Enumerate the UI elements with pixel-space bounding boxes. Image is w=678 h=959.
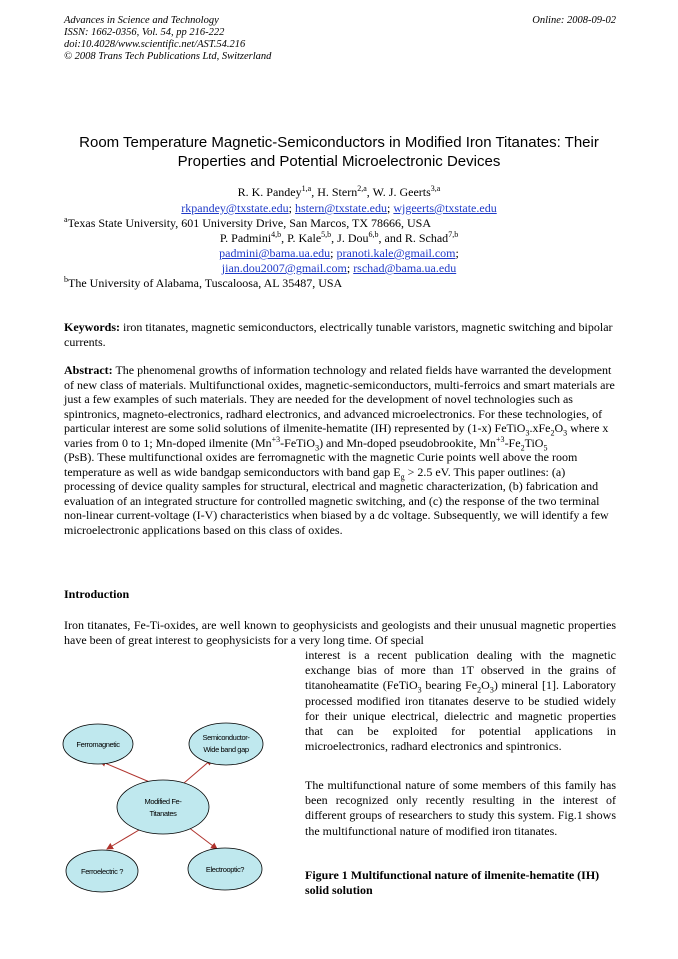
arrow-to-ferromagnetic <box>100 761 152 783</box>
separator: ; <box>455 246 459 260</box>
abstract-text: O <box>554 421 564 435</box>
abstract-text: (PsB). These multifunctional oxides are ferromagnetic with the magnetic Curie points well above the room temperature as well as wide bandgap semiconductors with band gap E <box>64 450 578 479</box>
subscript: 3 <box>563 428 568 438</box>
abstract-text: ) and Mn-doped pseudobrookite, Mn <box>319 435 497 450</box>
email-link[interactable]: pranoti.kale@gmail.com <box>336 246 456 260</box>
abstract-text: where x varies from 0 to 1; Mn-doped ilmenite (Mn <box>64 421 609 450</box>
author-sup: 3,a <box>430 184 441 193</box>
node-semiconductor <box>189 723 263 765</box>
separator: , <box>311 185 318 199</box>
affiliation-mark: a <box>64 215 68 224</box>
doi: doi:10.4028/www.scientific.net/AST.54.216 <box>64 39 246 50</box>
issn: ISSN: 1662-0356, Vol. 54, pp 216-222 <box>64 27 225 38</box>
abstract-text: TiO <box>524 435 544 450</box>
email-link[interactable]: hstern@txstate.edu <box>294 201 388 215</box>
label-electrooptic: Electrooptic? <box>205 865 245 874</box>
author-name: P. Padmini <box>219 231 272 245</box>
intro-paragraph-1: Iron titanates, Fe-Ti-oxides, are well known to geophysicists and geologists and their unusual magnetic properties have been of great interest to geophysicists for a very long time. Of special <box>64 618 616 647</box>
emails-line-2 <box>64 246 614 261</box>
figure-1-caption: Figure 1 Multifunctional nature of ilmenite-hematite (IH) solid solution <box>305 868 600 897</box>
subscript: 3 <box>525 428 530 438</box>
emails-line-3 <box>64 261 614 276</box>
intro-paragraph-2 <box>305 648 616 754</box>
abstract-label: Abstract: <box>64 363 113 377</box>
email-link[interactable]: rkpandey@txstate.edu <box>181 201 289 215</box>
superscript: +3 <box>496 434 505 444</box>
author-name: R. K. Pandey <box>237 185 302 199</box>
label-center-1: Modified Fe- <box>144 797 182 806</box>
author-sup: 6,b <box>368 230 379 239</box>
journal-header <box>64 15 616 63</box>
keywords-text: iron titanates, magnetic semiconductors, electrically tunable varistors, magnetic switching and bipolar currents. <box>64 320 613 349</box>
subscript: 3 <box>489 685 494 695</box>
affiliation-b <box>64 276 342 291</box>
separator: ; <box>330 246 337 260</box>
intro-text: O <box>481 678 490 693</box>
intro-text: interest is a recent publication dealing with the magnetic exchange bias of more than 1T observed in the grains of titanoheamatite (FeTiO <box>305 648 616 693</box>
email-link[interactable]: wjgeerts@txstate.edu <box>393 201 497 215</box>
separator: ; <box>387 201 394 215</box>
subscript: 3 <box>315 442 320 452</box>
author-name: H. Stern <box>317 185 358 199</box>
introduction-heading: Introduction <box>64 587 130 601</box>
separator: ; <box>288 201 295 215</box>
title-line-2: Properties and Potential Microelectronic Devices <box>177 153 501 170</box>
subscript: 5 <box>543 442 548 452</box>
abstract-text: The phenomenal growths of information technology and related fields have warranted the development of new class of materials. Multifunctional oxides, magnetic-semiconductors, multi-ferroics and smart materials are just a few examples of such materials. They are needed for the development of novel technologies such as spintronics, magneto-electronics, radhard electronics, and advanced microelectronics. For these technologies, of particular interest are some solid solutions of ilmenite-hematite (IH) represented by (1-x) FeTiO <box>64 363 615 435</box>
affiliation-a <box>64 216 431 231</box>
emails-line-1 <box>64 201 614 216</box>
intro-paragraph-3: The multifunctional nature of some members of this family has been recognized only recently resulting in the interest of different groups of researchers to study this system. Fig.1 shows the multifunctional nature of modified iron titanates. <box>305 778 616 838</box>
author-sup: 5,b <box>321 230 332 239</box>
keywords-paragraph <box>64 320 616 349</box>
email-link[interactable]: padmini@bama.ua.edu <box>219 246 331 260</box>
separator: , <box>331 231 338 245</box>
paper-title <box>40 133 638 171</box>
arrow-to-electrooptic <box>188 827 217 849</box>
author-sup: 4,b <box>271 230 282 239</box>
keywords-label: Keywords: <box>64 320 120 334</box>
abstract-paragraph <box>64 363 616 537</box>
author-name: R. Schad <box>404 231 449 245</box>
label-semiconductor-1: Semiconductor- <box>202 733 250 742</box>
affiliation-mark: b <box>64 275 68 284</box>
author-name: J. Dou <box>337 231 369 245</box>
node-modified-fe-titanates <box>117 780 209 834</box>
label-ferromagnetic: Ferromagnetic <box>76 740 120 749</box>
authors-line-2 <box>64 231 614 246</box>
author-sup: 2,a <box>357 184 367 193</box>
author-sup: 7,b <box>448 230 459 239</box>
affiliation-text: Texas State University, 601 University Drive, San Marcos, TX 78666, USA <box>67 216 432 230</box>
author-name: W. J. Geerts <box>372 185 431 199</box>
affiliation-text: The University of Alabama, Tuscaloosa, AL 35487, USA <box>68 276 343 290</box>
label-semiconductor-2: Wide band gap <box>203 745 249 754</box>
abstract-text: -Fe <box>504 435 521 450</box>
author-sup: 1,a <box>301 184 312 193</box>
label-center-2: Titanates <box>149 809 177 818</box>
intro-text: bearing Fe <box>421 678 478 693</box>
subscript: 2 <box>550 428 555 438</box>
subscript: 3 <box>417 685 422 695</box>
subscript: g <box>400 471 405 481</box>
authors-line-1 <box>64 185 614 200</box>
separator: ; <box>346 261 354 275</box>
figure-1-diagram <box>62 715 282 895</box>
email-link[interactable]: jian.dou2007@gmail.com <box>221 261 347 275</box>
separator: , <box>366 185 373 199</box>
separator: , and <box>378 231 405 245</box>
superscript: +3 <box>271 434 281 444</box>
separator: , <box>281 231 288 245</box>
journal-name: Advances in Science and Technology <box>64 15 219 26</box>
subscript: 2 <box>477 685 482 695</box>
email-link[interactable]: rschad@bama.ua.edu <box>353 261 457 275</box>
online-date: Online: 2008-09-02 <box>532 15 616 26</box>
label-ferroelectric: Ferroelectric ? <box>81 867 123 876</box>
intro-text: ) mineral [1]. Laboratory processed modified iron titanates deserve to be studied widely for their unique electrical, dielectric and magnetic properties that can be exploited for potential applications in microelectronics, radhard electronics and spintronics. <box>305 678 617 754</box>
author-name: P. Kale <box>287 231 322 245</box>
abstract-text: .xFe <box>529 421 551 435</box>
subscript: 2 <box>520 442 525 452</box>
abstract-text: -FeTiO <box>280 435 316 450</box>
copyright: © 2008 Trans Tech Publications Ltd, Switzerland <box>64 51 272 62</box>
title-line-1: Room Temperature Magnetic-Semiconductors in Modified Iron Titanates: Their <box>79 134 599 151</box>
abstract-text: > 2.5 eV. This paper outlines: (a) processing of device quality samples for structural, electrical and magnetic characterization, (b) fabrication and evaluation of an integrated structure for controlled magnetic switching, and (c) the response of the two terminal non-linear current-voltage (I-V) characteristics when biased by a dc voltage. Subsequently, we will identify a few microelectronic applications based on this class of oxides. <box>64 464 609 537</box>
